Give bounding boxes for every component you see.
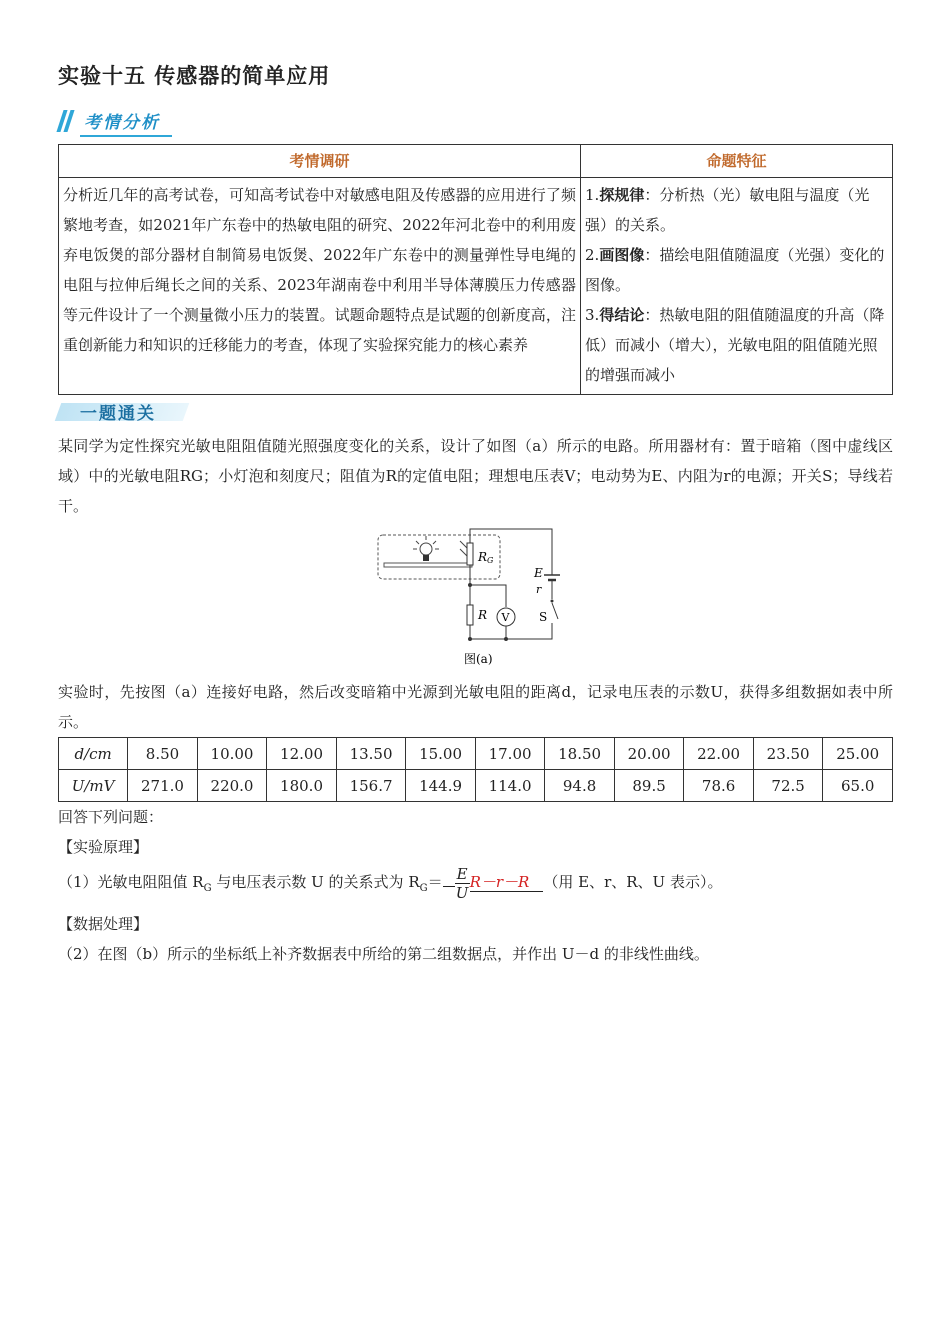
svg-text:S: S [538,610,547,624]
table-cell: 65.0 [823,770,893,802]
page-title: 实验十五 传感器的简单应用 [58,64,331,88]
table-cell: 8.50 [128,738,198,770]
table-cell: 94.8 [545,770,615,802]
experiment-paragraph: 实验时，先按图（a）连接好电路，然后改变暗箱中光源到光敏电阻的距离d，记录电压表的示数U，获得多组数据如表中所示。 [58,683,893,731]
rg-label: RG [477,550,493,565]
analysis-table [58,144,893,395]
table-cell: 25.00 [823,738,893,770]
svg-text:r: r [535,583,541,596]
stripe-icon [58,110,76,132]
section-label: 一题通关 [80,404,156,424]
table-cell: 271.0 [128,770,198,802]
feature-item: 2.画图像：描绘电阻值随温度（光强）变化的图像。 [585,246,885,294]
principle-heading: 【实验原理】 [58,838,149,856]
feature-item: 3.得结论：热敏电阻的阻值随温度的升高（降低）而减小（增大），光敏电阻的阻值随光照的增强而减小 [585,306,885,384]
feature-item: 1.探规律：分析热（光）敏电阻与温度（光强）的关系。 [585,186,870,234]
table-header: 命题特征 [581,145,893,178]
page [58,60,893,969]
photoresistor [467,543,473,565]
answer-prompt: 回答下列问题： [58,808,164,826]
fraction: $\frac{E}{U}$ [455,864,469,902]
table-header: 考情调研 [59,145,581,178]
fixed-resistor [467,605,473,625]
table-cell: 89.5 [614,770,684,802]
ruler [384,563,472,567]
data-heading: 【数据处理】 [58,915,149,933]
intro-paragraph: 某同学为定性探究光敏电阻阻值随光照强度变化的关系，设计了如图（a）所示的电路。所用器材有：置于暗箱（图中虚线区域）中的光敏电阻RG；小灯泡和刻度尺；阻值为R的定值电阻；理想电压表V；电动势为E、内阻为r的电源；开关S；导线若干。 [58,437,893,515]
table-cell: 180.0 [267,770,337,802]
svg-text:V: V [501,611,509,624]
analysis-left-cell: 分析近几年的高考试卷，可知高考试卷中对敏感电阻及传感器的应用进行了频繁地考查，如2021年广东卷中的热敏电阻的研究、2022年河北卷中的利用废弃电饭煲的部分器材自制简易电饭煲、2022年广东卷中的测量弹性导电绳的电阻与拉伸后绳长之间的关系、2023年湖南卷中利用半导体薄膜压力传感器等元件设计了一个测量微小压力的装置。试题命题特点是试题的创新度高，注重创新能力和知识的迁移能力的考查，体现了实验探究能力的核心素养 [59,178,581,395]
figure-caption: 图(a) [463,652,493,666]
data-table [58,737,893,802]
question-1: （1）光敏电阻阻值 $R_G$ 与电压表示数 U 的关系式为 $R_G=$ $\frac{E}{U}$ R－r－R （用 E、r、R、U 表示）。 [58,864,723,902]
svg-text:E: E [533,566,543,580]
table-cell: 12.00 [267,738,337,770]
row-header: d/cm [59,738,128,770]
answer-blank: R－r－R [470,873,544,892]
table-cell: 10.00 [197,738,267,770]
table-cell: 78.6 [684,770,754,802]
table-cell: 114.0 [475,770,545,802]
section-label: 考情分析 [80,106,172,137]
table-cell: 23.50 [753,738,823,770]
section-banner-analysis [58,108,893,134]
table-cell: 220.0 [197,770,267,802]
section-banner-exercise [58,399,188,423]
question-2: （2）在图（b）所示的坐标纸上补齐数据表中所给的第二组数据点，并作出 U－d 的非线性曲线。 [58,945,709,963]
r-label: R [477,608,487,622]
circuit-diagram [376,527,576,669]
circuit-figure [58,527,893,673]
analysis-right-cell [581,178,893,395]
table-cell: 156.7 [336,770,406,802]
switch-icon [552,603,558,619]
bulb-icon [420,543,432,555]
table-cell: 13.50 [336,738,406,770]
table-cell: 22.00 [684,738,754,770]
table-cell: 17.00 [475,738,545,770]
table-cell: 18.50 [545,738,615,770]
table-cell: 20.00 [614,738,684,770]
row-header: U/mV [59,770,128,802]
table-cell: 15.00 [406,738,476,770]
table-cell: 144.9 [406,770,476,802]
table-cell: 72.5 [753,770,823,802]
